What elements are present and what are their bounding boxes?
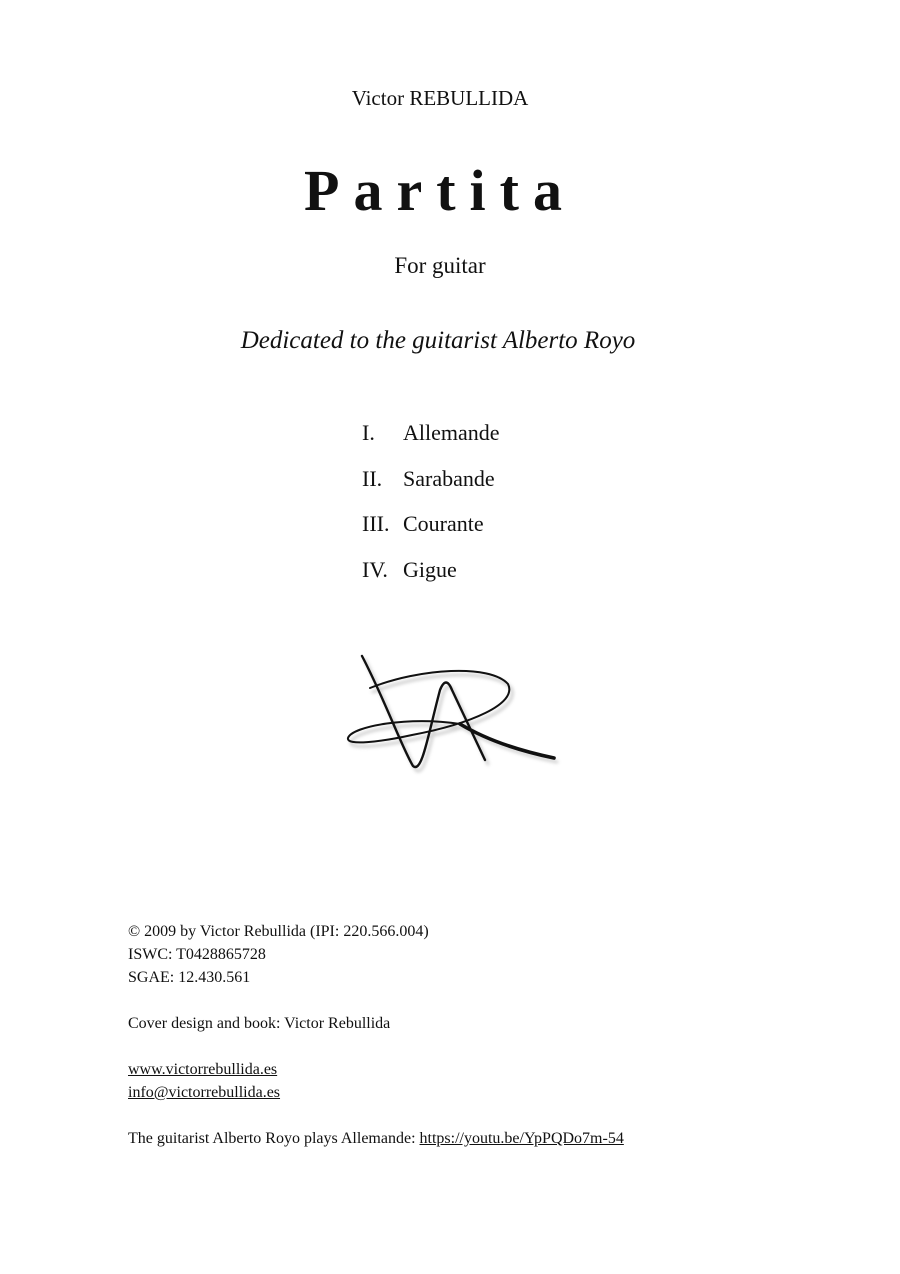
dedication: Dedicated to the guitarist Alberto Royo — [240, 327, 636, 354]
movement-numeral: I. — [362, 420, 375, 445]
movement-numeral: III. — [362, 511, 390, 536]
movement-item — [362, 509, 500, 555]
email-link[interactable]: info@victorrebullida.es — [128, 1084, 281, 1101]
spacer — [128, 989, 848, 1012]
sgae-code: SGAE: 12.430.561 — [128, 969, 251, 986]
movement-name: Allemande — [403, 420, 500, 445]
movement-numeral: II. — [362, 465, 383, 491]
spacer — [128, 1104, 848, 1127]
copyright-notice: © 2009 by Victor Rebullida (IPI: 220.566.004) — [128, 923, 429, 940]
movement-numeral: IV. — [362, 556, 388, 582]
movement-item — [362, 555, 500, 601]
movement-item — [362, 418, 500, 464]
video-link[interactable]: https://youtu.be/YpPQDo7m-54 — [419, 1130, 624, 1147]
design-credit: Cover design and book: Victor Rebullida — [128, 1015, 391, 1032]
vr-monogram-signature-icon — [340, 650, 570, 780]
composer-name: Victor REBULLIDA — [351, 86, 529, 110]
website-link[interactable]: www.victorrebullida.es — [128, 1061, 278, 1078]
video-note-text: The guitarist Alberto Royo plays Allemande: — [128, 1130, 420, 1147]
iswc-code: ISWC: T0428865728 — [128, 946, 266, 963]
movement-name: Courante — [403, 511, 484, 536]
movement-name: Gigue — [403, 556, 457, 582]
movement-name: Sarabande — [403, 465, 495, 491]
movement-item — [362, 464, 500, 510]
video-note — [128, 1127, 848, 1150]
publication-info — [128, 920, 848, 1150]
instrumentation: For guitar — [394, 253, 486, 278]
movement-list — [362, 418, 500, 600]
spacer — [128, 1035, 848, 1058]
work-title: Partita — [304, 158, 576, 223]
